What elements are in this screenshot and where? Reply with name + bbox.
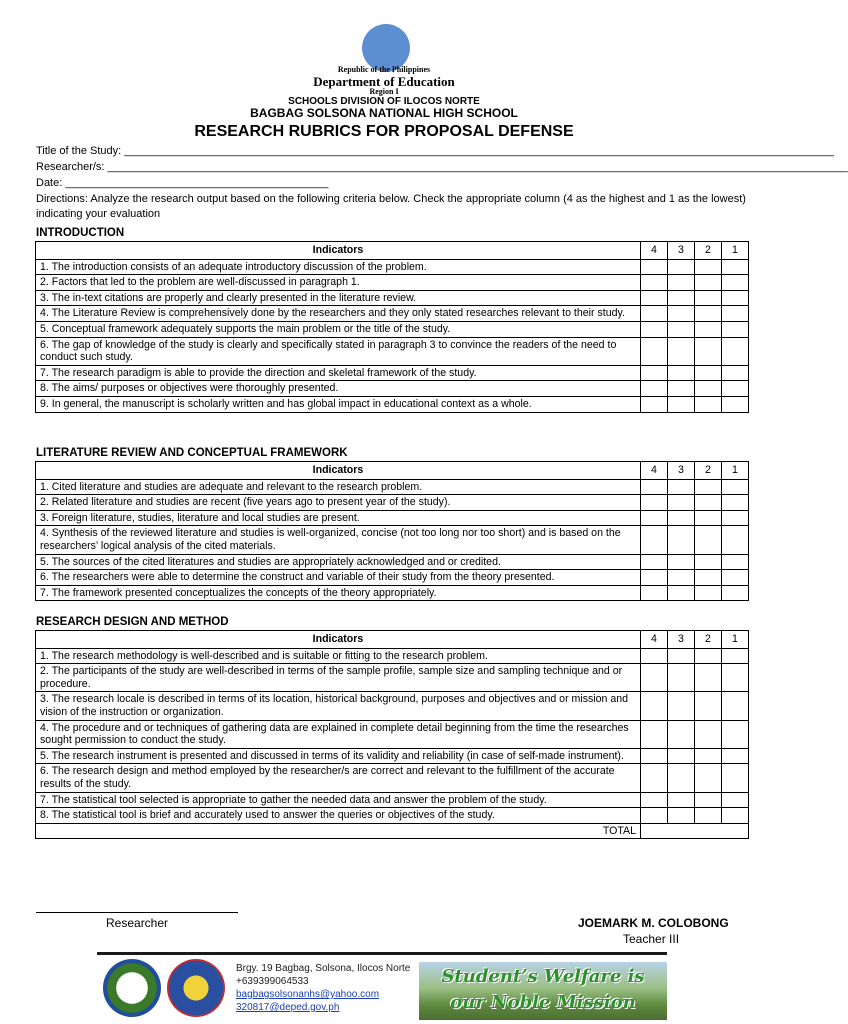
table-row (36, 526, 749, 554)
indicator-cell: 3. Foreign literature, studies, literature and local studies are present. (36, 510, 641, 526)
score-cell[interactable] (641, 396, 668, 412)
teacher-name: JOEMARK M. COLOBONG (578, 916, 729, 930)
score-header: 3 (668, 242, 695, 260)
indicator-cell: 3. The research locale is described in terms of its location, historical background, purposes and objectives and or mission and vision of the instruction or organization. (36, 692, 641, 720)
total-cell[interactable] (641, 823, 749, 839)
indicator-cell: 3. The in-text citations are properly and clearly presented in the literature review. (36, 290, 641, 306)
indicator-cell: 2. Factors that led to the problem are well-discussed in paragraph 1. (36, 275, 641, 291)
indicator-cell: 8. The statistical tool is brief and accurately used to answer the queries or objectives of the study. (36, 808, 641, 824)
division-label: SCHOOLS DIVISION OF ILOCOS NORTE (288, 96, 480, 107)
score-cell[interactable] (641, 648, 668, 664)
date-field[interactable]: Date: ___________________________________________ (36, 177, 329, 189)
score-cell[interactable] (668, 526, 695, 554)
score-cell[interactable] (695, 321, 722, 337)
directions-text: Directions: Analyze the research output based on the following criteria below. Check the appropriate column (4 as the highest and 1 as the lowest) indicating your evaluation (36, 193, 746, 220)
indicator-cell: 7. The framework presented conceptualizes the concepts of the theory appropriately. (36, 585, 641, 601)
table-header-row (36, 462, 749, 480)
score-cell[interactable] (641, 808, 668, 824)
score-cell[interactable] (668, 275, 695, 291)
indicator-cell: 1. The introduction consists of an adequate introductory discussion of the problem. (36, 259, 641, 275)
score-cell[interactable] (695, 554, 722, 570)
score-header: 2 (695, 631, 722, 649)
motto-banner (419, 962, 667, 1020)
score-cell[interactable] (668, 495, 695, 511)
indicator-cell: 7. The statistical tool selected is appropriate to gather the needed data and answer the problem of the study. (36, 792, 641, 808)
score-cell[interactable] (695, 692, 722, 720)
indicator-cell: 6. The research design and method employed by the researcher/s are correct and relevant to the fulfillment of the accurate results of the study. (36, 764, 641, 792)
table-row (36, 808, 749, 824)
score-cell[interactable] (695, 526, 722, 554)
rubric-table (35, 241, 749, 413)
score-cell[interactable] (668, 479, 695, 495)
indicator-cell: 9. In general, the manuscript is scholarly written and has global impact in educational context as a whole. (36, 396, 641, 412)
score-cell[interactable] (641, 585, 668, 601)
table-row (36, 648, 749, 664)
score-cell[interactable] (668, 664, 695, 692)
score-cell[interactable] (668, 720, 695, 748)
score-cell[interactable] (695, 495, 722, 511)
indicator-cell: 4. The Literature Review is comprehensively done by the researchers and they only stated researches relevant to their study. (36, 306, 641, 322)
score-cell[interactable] (722, 748, 749, 764)
form-fields (36, 143, 848, 222)
motto-line-2: our Noble Mission (450, 992, 636, 1013)
table-row (36, 792, 749, 808)
score-cell[interactable] (722, 381, 749, 397)
score-cell[interactable] (641, 554, 668, 570)
indicator-cell: 1. The research methodology is well-described and is suitable or fitting to the research problem. (36, 648, 641, 664)
score-cell[interactable] (641, 381, 668, 397)
researcher-signature-line (36, 912, 238, 913)
total-label: TOTAL (36, 823, 641, 839)
score-cell[interactable] (722, 648, 749, 664)
total-row (36, 823, 749, 839)
indicator-cell: 1. Cited literature and studies are adequate and relevant to the research problem. (36, 479, 641, 495)
score-cell[interactable] (722, 290, 749, 306)
score-cell[interactable] (722, 275, 749, 291)
table-header-row (36, 631, 749, 649)
school-name: BAGBAG SOLSONA NATIONAL HIGH SCHOOL (250, 106, 518, 120)
score-cell[interactable] (722, 495, 749, 511)
score-cell[interactable] (695, 570, 722, 586)
email-link-yahoo[interactable]: bagbagsolsonanhs@yahoo.com (236, 989, 380, 1000)
table-row (36, 381, 749, 397)
score-cell[interactable] (695, 381, 722, 397)
score-header: 1 (722, 631, 749, 649)
table-row (36, 396, 749, 412)
indicator-cell: 6. The gap of knowledge of the study is clearly and specifically stated in paragraph 3 to convince the readers of the need to conduct such study. (36, 337, 641, 365)
score-cell[interactable] (668, 792, 695, 808)
teacher-position: Teacher III (623, 932, 680, 946)
school-seal-logo (167, 959, 225, 1017)
score-cell[interactable] (695, 365, 722, 381)
indicator-cell: 4. Synthesis of the reviewed literature and studies is well-organized, concise (not too long nor too short) and is based on the researchers’ logical analysis of the cited materials. (36, 526, 641, 554)
table-row (36, 664, 749, 692)
score-cell[interactable] (722, 306, 749, 322)
score-cell[interactable] (668, 259, 695, 275)
score-cell[interactable] (668, 808, 695, 824)
score-header: 2 (695, 462, 722, 480)
rubric-table (35, 630, 749, 839)
table-row (36, 275, 749, 291)
score-cell[interactable] (668, 337, 695, 365)
score-cell[interactable] (695, 290, 722, 306)
score-cell[interactable] (641, 337, 668, 365)
score-cell[interactable] (641, 748, 668, 764)
score-cell[interactable] (695, 764, 722, 792)
score-header: 1 (722, 242, 749, 260)
table-row (36, 570, 749, 586)
score-cell[interactable] (695, 306, 722, 322)
score-cell[interactable] (695, 720, 722, 748)
division-seal-logo (103, 959, 161, 1017)
indicators-header: Indicators (36, 462, 641, 480)
study-title-field[interactable]: Title of the Study: ____________________________________________________________________________________________________________________ (36, 145, 834, 157)
score-cell[interactable] (695, 792, 722, 808)
table-row (36, 479, 749, 495)
indicator-cell: 5. The research instrument is presented and discussed in terms of its validity and reliability (in case of self-made instrument). (36, 748, 641, 764)
score-cell[interactable] (668, 381, 695, 397)
score-cell[interactable] (722, 764, 749, 792)
section-title: LITERATURE REVIEW AND CONCEPTUAL FRAMEWORK (36, 447, 348, 459)
score-header: 4 (641, 631, 668, 649)
score-cell[interactable] (641, 570, 668, 586)
indicator-cell: 2. The participants of the study are well-described in terms of the sample profile, sample size and sampling technique and or procedure. (36, 664, 641, 692)
score-cell[interactable] (722, 720, 749, 748)
footer-divider (97, 952, 667, 955)
table-row (36, 692, 749, 720)
score-cell[interactable] (668, 764, 695, 792)
indicators-header: Indicators (36, 242, 641, 260)
score-cell[interactable] (722, 321, 749, 337)
score-cell[interactable] (641, 510, 668, 526)
score-cell[interactable] (695, 808, 722, 824)
table-row (36, 365, 749, 381)
score-header: 4 (641, 462, 668, 480)
score-cell[interactable] (722, 365, 749, 381)
motto-line-1: Student’s Welfare is (441, 966, 645, 987)
score-cell[interactable] (722, 337, 749, 365)
indicator-cell: 6. The researchers were able to determine the construct and variable of their study from the theory presented. (36, 570, 641, 586)
score-cell[interactable] (641, 495, 668, 511)
score-cell[interactable] (668, 321, 695, 337)
score-cell[interactable] (668, 290, 695, 306)
score-cell[interactable] (722, 259, 749, 275)
department-label: Department of Education (313, 74, 455, 89)
score-cell[interactable] (641, 306, 668, 322)
score-cell[interactable] (668, 396, 695, 412)
score-header: 2 (695, 242, 722, 260)
table-row (36, 337, 749, 365)
score-cell[interactable] (695, 396, 722, 412)
score-cell[interactable] (695, 275, 722, 291)
score-cell[interactable] (641, 275, 668, 291)
table-row (36, 495, 749, 511)
score-cell[interactable] (641, 764, 668, 792)
score-cell[interactable] (695, 664, 722, 692)
score-cell[interactable] (641, 321, 668, 337)
score-cell[interactable] (722, 792, 749, 808)
score-cell[interactable] (695, 748, 722, 764)
section-title: INTRODUCTION (36, 227, 125, 239)
email-link-deped[interactable]: 320817@deped.gov.ph (236, 1002, 340, 1013)
indicators-header: Indicators (36, 631, 641, 649)
indicator-cell: 5. Conceptual framework adequately supports the main problem or the title of the study. (36, 321, 641, 337)
indicator-cell: 7. The research paradigm is able to provide the direction and skeletal framework of the study. (36, 365, 641, 381)
score-cell[interactable] (668, 554, 695, 570)
table-row (36, 259, 749, 275)
score-cell[interactable] (668, 648, 695, 664)
score-cell[interactable] (668, 585, 695, 601)
researchers-field[interactable]: Researcher/s: _________________________________________________________________________________________________________________________ (36, 161, 848, 173)
table-row (36, 554, 749, 570)
score-cell[interactable] (668, 306, 695, 322)
table-row (36, 510, 749, 526)
table-row (36, 748, 749, 764)
score-cell[interactable] (722, 664, 749, 692)
score-header: 4 (641, 242, 668, 260)
score-cell[interactable] (695, 585, 722, 601)
score-cell[interactable] (695, 648, 722, 664)
researcher-label: Researcher (106, 916, 169, 930)
rubric-table (35, 461, 749, 601)
score-cell[interactable] (695, 259, 722, 275)
table-row (36, 290, 749, 306)
table-row (36, 764, 749, 792)
indicator-cell: 8. The aims/ purposes or objectives were thoroughly presented. (36, 381, 641, 397)
score-cell[interactable] (641, 479, 668, 495)
score-cell[interactable] (668, 748, 695, 764)
table-header-row (36, 242, 749, 260)
score-cell[interactable] (722, 554, 749, 570)
score-cell[interactable] (695, 479, 722, 495)
score-cell[interactable] (722, 479, 749, 495)
contact-info (236, 962, 410, 1014)
address-text: Brgy. 19 Bagbag, Solsona, Ilocos Norte (236, 963, 411, 974)
section-title: RESEARCH DESIGN AND METHOD (36, 616, 229, 628)
score-cell[interactable] (641, 720, 668, 748)
score-cell[interactable] (722, 808, 749, 824)
score-cell[interactable] (641, 290, 668, 306)
table-row (36, 306, 749, 322)
score-cell[interactable] (668, 692, 695, 720)
score-cell[interactable] (641, 664, 668, 692)
indicator-cell: 2. Related literature and studies are recent (five years ago to present year of the study). (36, 495, 641, 511)
score-header: 1 (722, 462, 749, 480)
score-cell[interactable] (641, 792, 668, 808)
republic-label: Republic of the Philippines (337, 65, 431, 74)
score-cell[interactable] (722, 396, 749, 412)
indicator-cell: 4. The procedure and or techniques of gathering data are explained in complete detail beginning from the time the researches sought permission to conduct the study. (36, 720, 641, 748)
score-cell[interactable] (668, 570, 695, 586)
table-row (36, 321, 749, 337)
score-cell[interactable] (668, 510, 695, 526)
score-cell[interactable] (641, 259, 668, 275)
score-cell[interactable] (695, 510, 722, 526)
score-cell[interactable] (641, 692, 668, 720)
table-row (36, 720, 749, 748)
score-cell[interactable] (722, 585, 749, 601)
score-cell[interactable] (722, 510, 749, 526)
document-title: RESEARCH RUBRICS FOR PROPOSAL DEFENSE (194, 123, 574, 140)
score-header: 3 (668, 462, 695, 480)
indicator-cell: 5. The sources of the cited literatures and studies are appropriately acknowledged and or credited. (36, 554, 641, 570)
score-cell[interactable] (722, 692, 749, 720)
score-cell[interactable] (668, 365, 695, 381)
table-row (36, 585, 749, 601)
score-cell[interactable] (695, 337, 722, 365)
score-cell[interactable] (641, 526, 668, 554)
region-label: Region I (369, 87, 399, 96)
score-cell[interactable] (722, 570, 749, 586)
score-cell[interactable] (722, 526, 749, 554)
score-cell[interactable] (641, 365, 668, 381)
phone-text: +639399064533 (236, 976, 309, 987)
score-header: 3 (668, 631, 695, 649)
